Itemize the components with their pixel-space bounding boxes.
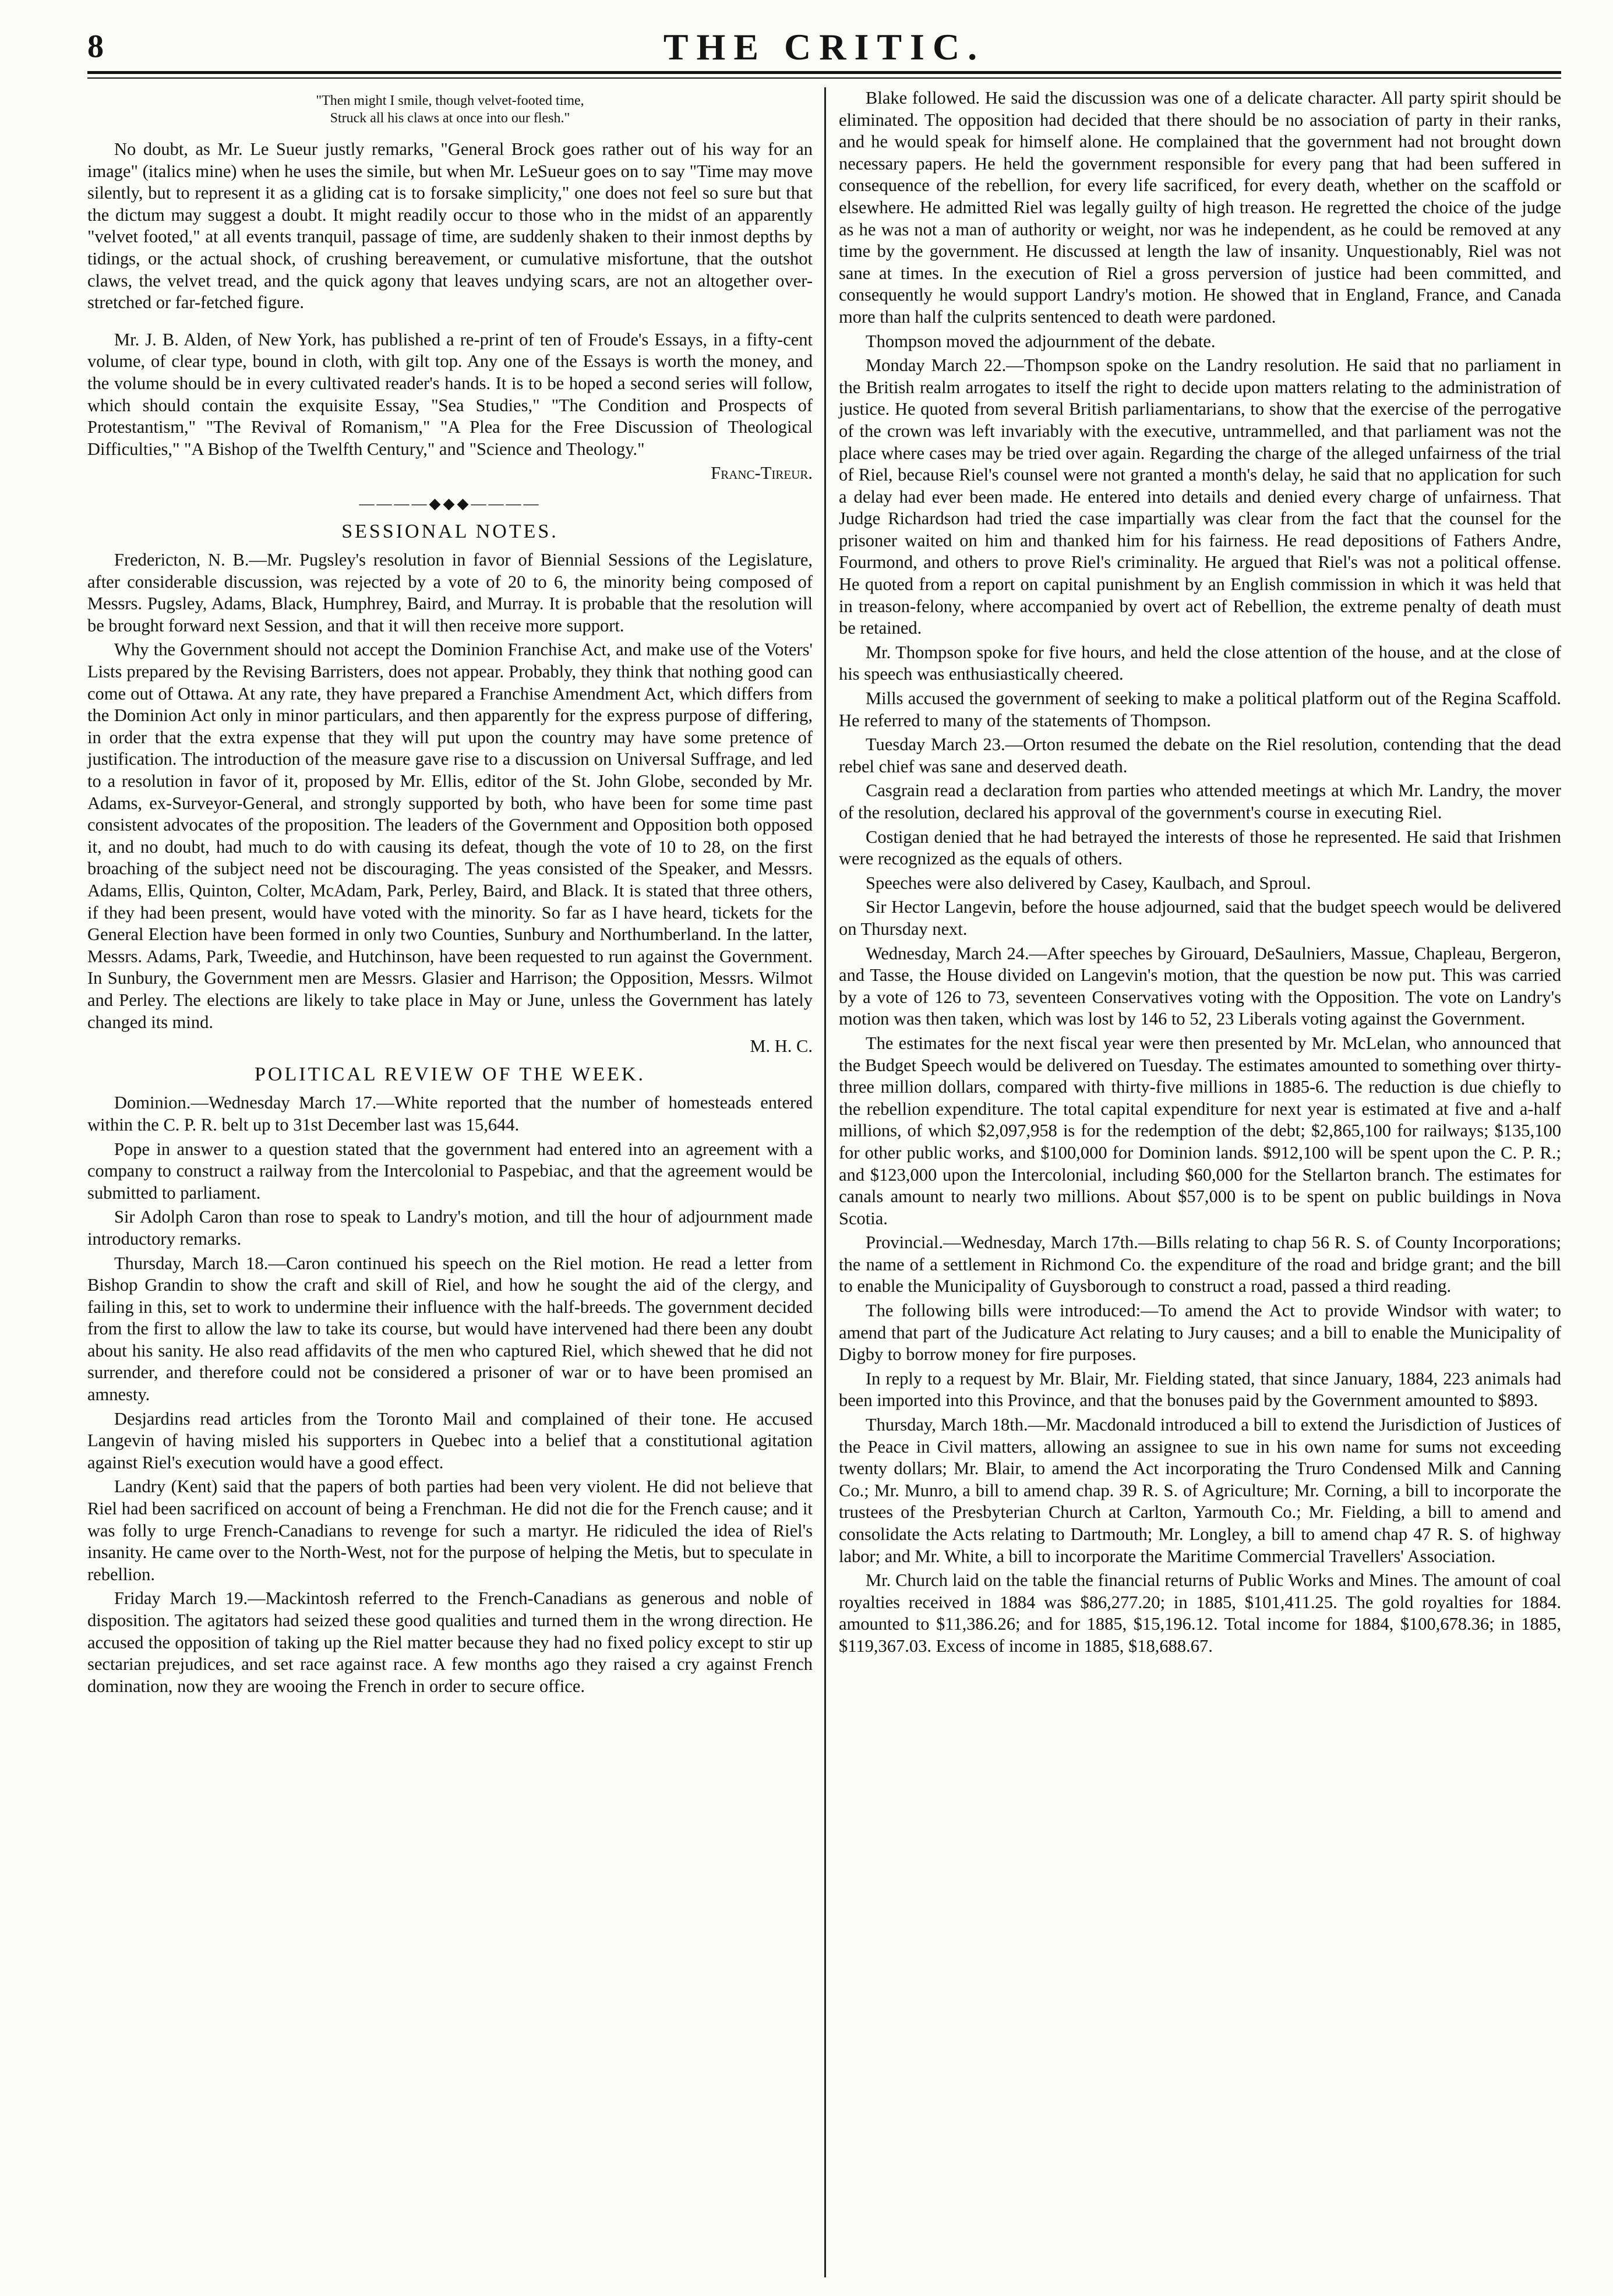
- masthead: [87, 23, 1561, 69]
- masthead-rule: [87, 71, 1561, 74]
- review-paragraph: Mills accused the government of seeking to make a political platform out of the Regina Scaffold. He referred to many of the statements of Thompson.: [839, 688, 1561, 730]
- section-separator: ————◆◆◆————: [359, 494, 541, 512]
- sessional-paragraph: Fredericton, N. B.—Mr. Pugsley's resolution in favor of Biennial Sessions of the Legislature, after considerable discussion, was rejected by a vote of 20 to 6, the minority being composed of Messrs. Pugsley, Adams, Black, Humphrey, Baird, and Murray. It is probable that the resolution will be brought forward next Session, and that it will then receive more support.: [87, 550, 813, 635]
- review-paragraph: The following bills were introduced:—To amend the Act to provide Windsor with water; to amend that part of the Judicature Act relating to Jury causes; and a bill to enable the Municipality of Digby to borrow money for fire purposes.: [839, 1301, 1561, 1365]
- review-paragraph: Thursday, March 18th.—Mr. Macdonald introduced a bill to extend the Jurisdiction of Justices of the Peace in Civil matters, allowing an assignee to sue in his own name for sums not exceeding twenty dollars; Mr. Blair, to amend the Act incorporating the Truro Condensed Milk and Canning Co.; Mr. Munro, a bill to amend chap. 39 R. S. of Agriculture; Mr. Corning, a bill to incorporate the trustees of the Presbyterian Church at Carlton, Yarmouth Co.; Mr. Fielding, a bill to amend and consolidate the Acts relating to Dartmouth; Mr. Longley, a bill to amend chap 47 R. S. of highway labor; and Mr. White, a bill to incorporate the Maritime Commercial Travellers' Association.: [839, 1415, 1561, 1566]
- review-paragraph: In reply to a request by Mr. Blair, Mr. Fielding stated, that since January, 1884, 223 animals had been imported into this Province, and that the bonuses paid by the Government amounted to $893.: [839, 1368, 1561, 1411]
- column-divider: [824, 87, 826, 2277]
- review-paragraph: Thompson moved the adjournment of the debate.: [866, 331, 1216, 351]
- essay-paragraph: No doubt, as Mr. Le Sueur justly remarks, "General Brock goes rather out of his way for an image" (italics mine) when he uses the simile, but when Mr. LeSueur goes on to say "Time may move silently, but to represent it as a gliding cat is to forsake simplicity," one does not feel so sure but that the dictum may suggest a doubt. It might readily occur to those who in the midst of an apparently "velvet footed," at all events tranquil, passage of time, are suddenly shaken to their inmost depths by tidings, or the actual shock, of crushing bereavement, or cumulative misfortune, that the outshot claws, the velvet tread, and the quick agony that leaves undying scars, are not an altogether over-stretched or far-fetched figure.: [87, 139, 813, 313]
- section-heading-review: POLITICAL REVIEW OF THE WEEK.: [255, 1063, 645, 1085]
- review-paragraph: Monday March 22.—Thompson spoke on the Landry resolution. He said that no parliament in the British realm arrogates to itself the right to decide upon matters relating to the administration of justice. He quoted from several British parliamentarians, to show that the exercise of the perrogative of the crown was left invariably with the executive, untrammelled, and that parliament was not the place where cases may be tried over again. Regarding the charge of the alleged unfairness of the trial of Riel, because Riel's counsel were not granted a month's delay, he said that no application for such a delay had ever been made. He entered into details and denied every charge of unfairness. That Judge Richardson had tried the case impartially was clear from the fact that the counsel for the prisoner waited on him and thanked him for his fairness. He read depositions of Fathers Andre, Fourmond, and others to prove Riel's criminality. He argued that Riel's was not a political offense. He quoted from a report on capital punishment by an English commission in which it was held that in treason-felony, where accompanied by overt act of Rebellion, the extreme penalty of death must be retained.: [839, 355, 1561, 638]
- review-paragraph: Provincial.—Wednesday, March 17th.—Bills relating to chap 56 R. S. of County Incorporations; the name of a settlement in Richmond Co. the expenditure of the road and bridge grant; and the bill to enable the Municipality of Guysborough to construct a road, passed a third reading.: [839, 1232, 1561, 1297]
- review-paragraph: Speeches were also delivered by Casey, Kaulbach, and Sproul.: [866, 873, 1311, 893]
- review-paragraph: Pope in answer to a question stated that the government had entered into an agreement with a company to construct a railway from the Intercolonial to Paspebiac, and that the agreement would be submitted to parliament.: [87, 1139, 813, 1203]
- sessional-signature: M. H. C.: [750, 1036, 813, 1057]
- right-column: [839, 87, 1561, 1660]
- epigraph-line: Struck all his claws at once into our flesh.": [330, 111, 570, 126]
- review-paragraph: The estimates for the next fiscal year were then presented by Mr. McLelan, who announced that the Budget Speech would be delivered on Tuesday. The estimates amounted to something over thirty-three million dollars, compared with thirty-five millions in 1885-6. The reduction is due chiefly to the rebellion expenditure. The total capital expenditure for next year is estimated at five and a-half millions, of which $2,097,958 is for the redemption of the debt; $2,865,100 for railways; $135,100 for other public works, and $100,000 for Dominion lands. $912,100 will be spent upon the C. P. R.; and $123,000 upon the Intercolonial, including $60,000 for the Stellarton branch. The estimates for canals amount to nearly two millions. About $57,000 is to be spent on public buildings in Nova Scotia.: [839, 1033, 1561, 1228]
- review-paragraph: Mr. Church laid on the table the financial returns of Public Works and Mines. The amount of coal royalties received in 1884 was $86,277.20; in 1885, $101,411.25. The gold royalties for 1884. amounted to $11,386.26; and for 1885, $15,196.12. Total income for 1884, $100,678.36; in 1885, $119,367.03. Excess of income in 1885, $18,688.67.: [839, 1570, 1561, 1656]
- epigraph: [87, 92, 813, 127]
- review-paragraph: Wednesday, March 24.—After speeches by Girouard, DeSaulniers, Massue, Chapleau, Bergeron, and Tasse, the House divided on Langevin's motion, that the question be now put. This was carried by a vote of 126 to 73, seventeen Conservatives voting with the Opposition. The vote on Landry's motion was then taken, which was lost by 146 to 52, 23 Liberals voting against the Government.: [839, 943, 1561, 1029]
- page-number: 8: [87, 29, 104, 65]
- masthead-rule-thin: [87, 77, 1561, 79]
- review-paragraph: Sir Adolph Caron than rose to speak to Landry's motion, and till the hour of adjournment made introductory remarks.: [87, 1207, 813, 1249]
- review-paragraph: Dominion.—Wednesday March 17.—White reported that the number of homesteads entered within the C. P. R. belt up to 31st December last was 15,644.: [87, 1093, 813, 1135]
- review-paragraph: Thursday, March 18.—Caron continued his speech on the Riel motion. He read a letter from Bishop Grandin to show the craft and skill of Riel, and how he sought the aid of the clergy, and failing in this, set to work to undermine their influence with the half-breeds. The government decided from the first to allow the law to take its course, but would have intervened had there been any doubt about his sanity. He also read affidavits of the men who captured Riel, which shewed that he did not surrender, and therefore could not be considered a prisoner of war or to have been promised an amnesty.: [87, 1253, 813, 1405]
- section-heading-sessional: SESSIONAL NOTES.: [341, 520, 559, 542]
- review-paragraph: Casgrain read a declaration from parties who attended meetings at which Mr. Landry, the mover of the resolution, declared his approval of the government's course in executing Riel.: [839, 780, 1561, 822]
- review-paragraph: Friday March 19.—Mackintosh referred to the French-Canadians as generous and noble of disposition. The agitators had seized these good qualities and turned them in the wrong direction. He accused the opposition of taking up the Riel matter because they had no fixed policy except to stir up sectarian prejudices, and set race against race. A few months ago they raised a cry against French domination, now they are wooing the French in order to secure office.: [87, 1588, 813, 1696]
- essay-paragraph: Mr. J. B. Alden, of New York, has published a re-print of ten of Froude's Essays, in a fifty-cent volume, of clear type, bound in cloth, with gilt top. Any one of the Essays is worth the money, and the volume should be in every cultivated reader's hands. It is to be hoped a second series will follow, which should contain the exquisite Essay, "Sea Studies," "The Condition and Prospects of Protestantism," "The Revival of Romanism," "A Plea for the Free Discussion of Theological Difficulties," "A Bishop of the Twelfth Century," and "Science and Theology.": [87, 329, 813, 459]
- review-paragraph: Mr. Thompson spoke for five hours, and held the close attention of the house, and at the close of his speech was enthusiastically cheered.: [839, 642, 1561, 684]
- sessional-paragraph: Why the Government should not accept the Dominion Franchise Act, and make use of the Voters' Lists prepared by the Revising Barristers, does not appear. Probably, they think that nothing good can come out of Ottawa. At any rate, they have prepared a Franchise Amendment Act, which differs from the Dominion Act only in minor particulars, and then apparently for the express purpose of differing, in order that the extra expense that they will put upon the country may have some pretence of justification. The introduction of the measure gave rise to a discussion on Universal Suffrage, and led to a resolution in favor of it, proposed by Mr. Ellis, editor of the St. John Globe, seconded by Mr. Adams, ex-Surveyor-General, and strongly supported by both, who have been for some time past consistent advocates of the proposition. The leaders of the Government and Opposition both opposed it, and no doubt, had much to do with causing its defeat, though the vote of 10 to 28, on the first broaching of the subject need not be discouraging. The yeas consisted of the Speaker, and Messrs. Adams, Ellis, Quinton, Colter, McAdam, Park, Perley, Baird, and Black. It is stated that three others, if they had been present, would have voted with the minority. So far as I have heard, tickets for the General Election have been formed in only two Counties, Sunbury and Northumberland. In the latter, Messrs. Adams, Park, Tweedie, and Hutchinson, have been requested to run against the Government. In Sunbury, the Government men are Messrs. Glasier and Harrison; the Opposition, Messrs. Wilmot and Perley. The elections are likely to take place in May or June, unless the Government has lately changed its mind.: [87, 640, 813, 1032]
- review-paragraph: Landry (Kent) said that the papers of both parties had been very violent. He did not believe that Riel had been sacrificed on account of being a Frenchman. He did not die for the French cause; and it was folly to urge French-Canadians to revenge for such a martyr. He ridiculed the idea of Riel's insanity. He came over to the North-West, not for the purpose of helping the Metis, but to speculate in rebellion.: [87, 1476, 813, 1584]
- left-column: [87, 87, 813, 1700]
- review-paragraph: Costigan denied that he had betrayed the interests of those he represented. He said that Irishmen were recognized as the equals of others.: [839, 826, 1561, 869]
- essay-signature: Franc-Tireur.: [711, 463, 813, 483]
- review-paragraph: Desjardins read articles from the Toronto Mail and complained of their tone. He accused Langevin of having misled his supporters in Quebec into a belief that a constitutional agitation against Riel's execution would have a good effect.: [87, 1408, 813, 1472]
- review-paragraph: Blake followed. He said the discussion was one of a delicate character. All party spirit should be eliminated. The opposition had decided that there should be no association of party in their ranks, and he would speak for himself alone. He complained that the government had not brought down necessary papers. He held the government responsible for every pang that had been suffered in consequence of the rebellion, for every life sacrificed, for every death, whether on the scaffold or elsewhere. He admitted Riel was legally guilty of high treason. He regretted the choice of the judge as he was not a man of authority or weight, nor was he independent, as he could be removed at any time by the government. He discussed at length the law of insanity. Unquestionably, Riel was not sane at times. In the execution of Riel a gross perversion of justice had been committed, and consequently he would support Landry's motion. He showed that in England, France, and Canada more than half the culprits sentenced to death were pardoned.: [839, 88, 1561, 327]
- review-paragraph: Sir Hector Langevin, before the house adjourned, said that the budget speech would be delivered on Thursday next.: [839, 897, 1561, 939]
- newspaper-title: THE CRITIC.: [663, 26, 986, 68]
- epigraph-line: "Then might I smile, though velvet-footed time,: [316, 93, 584, 108]
- review-paragraph: Tuesday March 23.—Orton resumed the debate on the Riel resolution, contending that the dead rebel chief was sane and deserved death.: [839, 734, 1561, 776]
